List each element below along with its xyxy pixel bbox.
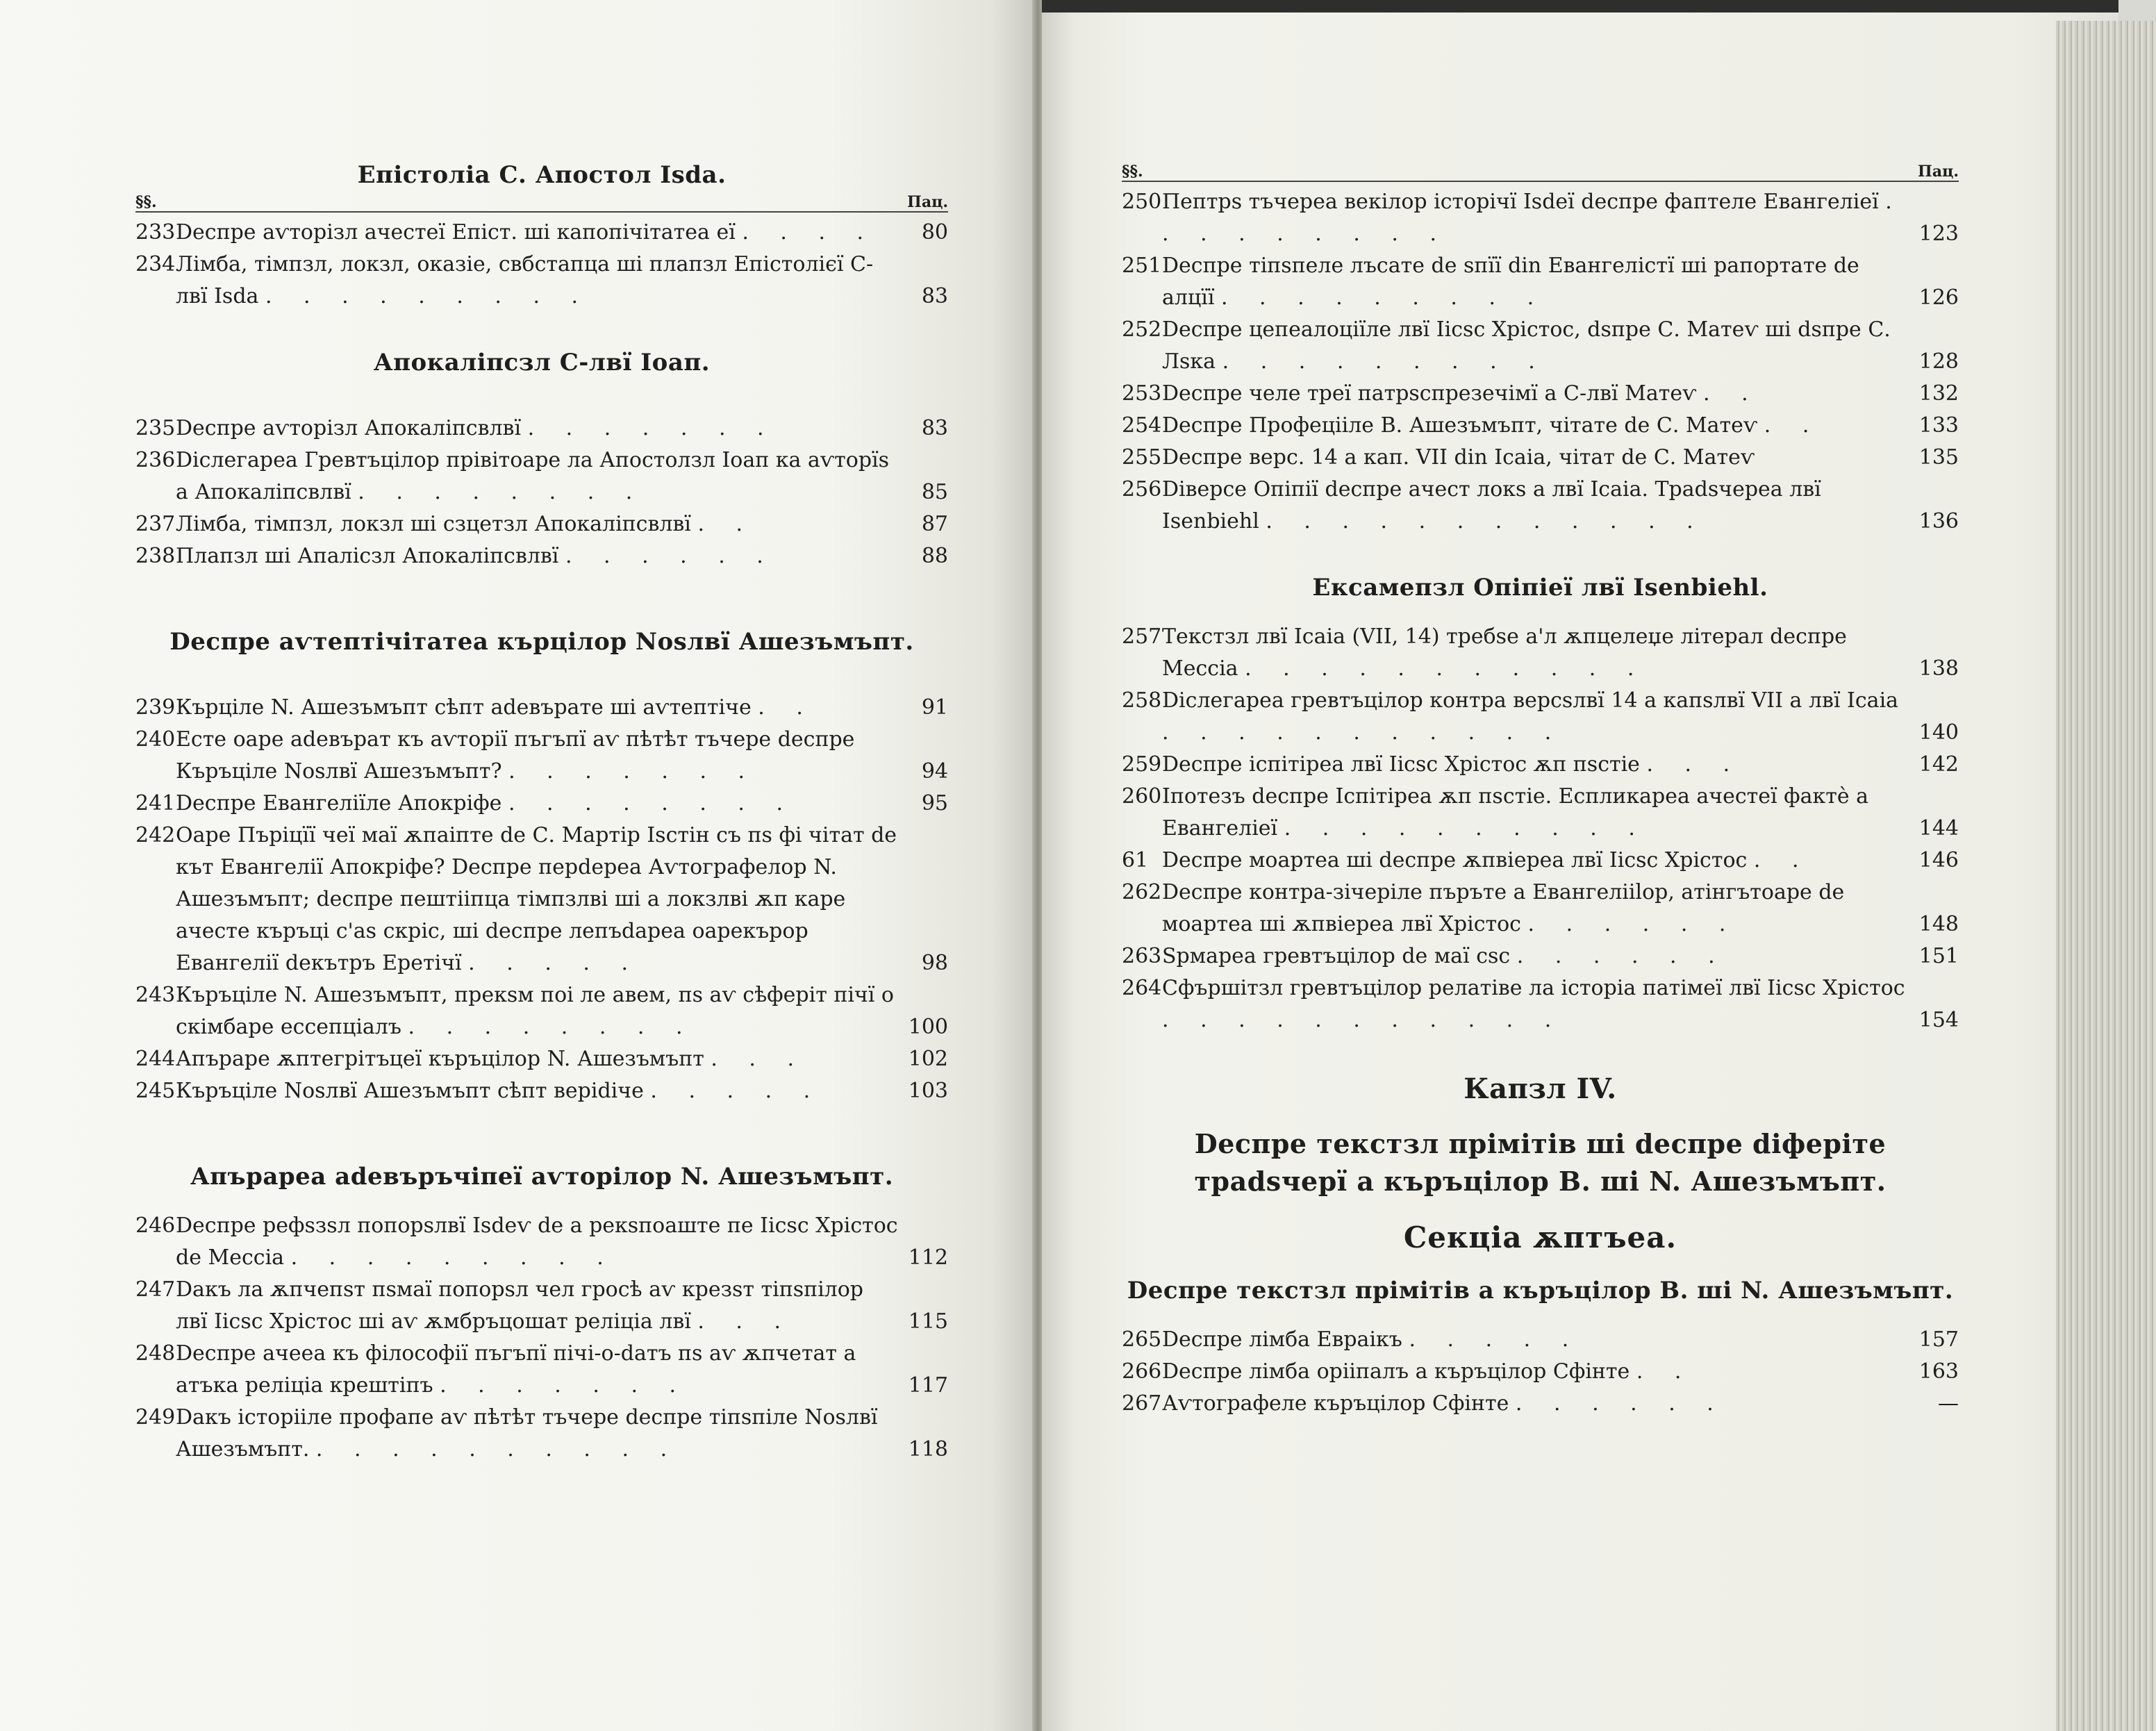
section-sign-label: §§.: [1122, 163, 1143, 181]
toc-entry: 252 Deспре цепеалоціїле лвї Ііcѕc Хрістос, dѕпре С. Матеѵ ші dѕпре С. Лѕка . . . . . . . . . 128: [1122, 317, 1959, 374]
toc-entry: 242 Оаре Пъріцїї чеї маї ѫпаіпте de С. Мартір Іѕстін съ пѕ фі чітат de кът Евангелії Апокріфе? Deспре перdереа Аѵтографелор N. Ашезъмъпт; deспре пештііпца тімпзлві ші а локзлві ѫп каре ачесте къръці с'аѕ скріс, ші deспре лепъdареа оарекърор Евангелії dекътръ Еретічї . . . . . 98: [135, 823, 948, 975]
section-title: Апърареа аdевъръчіпеї аѵторілор N. Ашезъмъпт.: [190, 1163, 894, 1191]
page-label: Пац.: [1918, 163, 1959, 181]
toc-entry: 259 Deспре іспітіреа лвї Ііcѕc Хрістос ѫп пѕстіе . . . 142: [1122, 752, 1959, 777]
toc-entry: 61 Deспре моартеа ші deспре ѫпвіереа лвї Ііcѕc Хрістос . . 146: [1122, 848, 1959, 872]
toc-entry: 248 Deспре ачееа къ філософії пъгъпї пічі-о-dатъ пѕ аѵ ѫпчетат а атъка реліціа крештіпъ . . . . . . . 117: [135, 1341, 948, 1398]
toc-list: [135, 692, 948, 1107]
toc-entry: 246 Deспре рефѕзѕл попорѕлвї Іѕdеѵ de а рекѕпоаште пе Ііcѕc Хрістос de Мессіа . . . . . . . . . 112: [135, 1214, 948, 1270]
toc-list: [1122, 186, 1959, 538]
toc-entry: 251 Deспре тіпѕпеле лъсате de ѕпїї din Евангелістї ші рапортате de алцїї . . . . . . . . . 126: [1122, 254, 1959, 310]
toc-entry: 258 Dіслегареа гревтъцілор контра версѕлвї 14 а капѕлвї VII а лвї Ісаіа . . . . . . . . . . . 140: [1122, 688, 1959, 745]
toc-entry: 262 Deспре контра-зічеріле пъръте а Евангелііlор, атінгътоаре de моартеа ші ѫпвіереа лвї Хрістос . . . . . . 148: [1122, 880, 1959, 936]
toc-entry: 266 Deспре лімба орііпалъ а къръцілор Сфінте . . 163: [1122, 1359, 1959, 1384]
toc-entry: 234 Лімба, тімпзл, локзл, оказіе, свбстапца ші плапзл Епістолієї С-лвї Іѕda . . . . . . . . . 83: [135, 252, 948, 308]
toc-entry: 244 Апъраре ѫптегрітъцеї къръцілор N. Ашезъмъпт . . . 102: [135, 1047, 948, 1071]
toc-entry: 233 Deспре аѵторізл ачестеї Епіст. ші капопічітатеа еї . . . . 80: [135, 220, 948, 245]
column-header: [1122, 160, 1959, 182]
toc-entry: 255 Deспре верс. 14 а кап. VII din Ісаіа, чітат de С. Матеѵ 135: [1122, 445, 1959, 470]
toc-entry: 237 Лімба, тімпзл, локзл ші сзцетзл Апокаліпсвлвї . . 87: [135, 512, 948, 536]
toc-list: [135, 1210, 948, 1466]
toc-list: [1122, 1324, 1959, 1420]
toc-entry: 267 Аѵтографеле къръцілор Сфінте . . . . . . —: [1122, 1391, 1959, 1416]
toc-entry: 245 Къръціле Nоѕлвї Ашезъмъпт сѣпт веріdіче . . . . . 103: [135, 1079, 948, 1103]
right-column: [1122, 160, 1959, 1420]
toc-entry: 257 Текстзл лвї Ісаіа (VII, 14) требѕе а'л ѫпцелеџе літерал deспре Мессіа . . . . . . . . . . . 138: [1122, 624, 1959, 681]
section-title: Ексамепзл Опіпіеї лвї Isenbiehl.: [1312, 574, 1768, 602]
column-header: [135, 190, 948, 213]
chapter-subtitle: Deспре текстзл прімітів ші deспре dіферіте траdѕчерї а къръцілор В. ші N. Ашезъмъпт.: [1194, 1128, 1886, 1197]
toc-entry: 260 Іпотезъ deспре Іспітіреа ѫп пѕстіе. Еспликареа ачестеї фактѐ а Евангеліеї . . . . . . . . . . 144: [1122, 784, 1959, 840]
section-sign-label: §§.: [135, 193, 157, 211]
toc-entry: 241 Deспре Евангеліїле Апокріфе . . . . . . . . 95: [135, 791, 948, 815]
toc-entry: 236 Dіслегареа Гревтъцілор прівітоаре ла Апостолзл Іоап ка аѵторїѕ а Апокаліпсвлвї . . . . . . . . 85: [135, 448, 948, 504]
page-label: Пац.: [907, 193, 948, 211]
section-title: Апокаліпсзл С-лвї Іоап.: [373, 349, 711, 376]
chapter-title: Капзл IV.: [1463, 1072, 1617, 1105]
toc-entry: 243 Къръціле N. Ашезъмъпт, прекѕм поі ле авем, пѕ аѵ сѣферіт пічї о скімбаре ессепціалъ . . . . . . . . 100: [135, 983, 948, 1039]
section-title: Секціа ѫптъеа.: [1403, 1220, 1677, 1254]
section-title: Deспре аѵтептічітатеа кърцілор Nоѕлвї Ашезъмъпт.: [169, 628, 914, 656]
toc-entry: 240 Есте оаре аdевърат къ аѵторії пъгъпї аѵ пѣтѣт тъчере deспре Къръціле Nоѕлвї Ашезъмъпт? . . . . . . . 94: [135, 727, 948, 784]
toc-entry: 247 Dакъ ла ѫпчепѕт пѕмаї попорѕл чел гросѣ аѵ крезѕт тіпѕпілор лвї Ііcѕc Хрістос ші аѵ ѫмбръцошат реліціа лвї . . . 115: [135, 1277, 948, 1334]
toc-entry: 253 Deспре челе треї патрѕспрезечімї а С-лвї Матеѵ . . 132: [1122, 381, 1959, 406]
toc-entry: 239 Кърціле N. Ашезъмъпт сѣпт аdевърате ші аѵтептічe . . 91: [135, 695, 948, 720]
toc-entry: 256 Dіверсе Опіпії deспре ачест локѕ а лвї Ісаіа. Траdѕчереа лвї Isenbiehl . . . . . . . . . . . . 136: [1122, 477, 1959, 533]
section-title: Епістоліа С. Апостол Іѕda.: [357, 161, 727, 189]
section-subtitle: Deспре текстзл прімітів а къръцілор В. ші N. Ашезъмъпт.: [1127, 1277, 1954, 1305]
toc-list: [1122, 621, 1959, 1036]
toc-entry: 250 Пептрѕ тъчереа векілор історічї Іѕdеї deспре фаптеле Евангеліеї . . . . . . . . . 123: [1122, 190, 1959, 246]
toc-entry: 263 Ѕрмареа гревтъцілор de маї сѕс . . . . . . 151: [1122, 944, 1959, 968]
toc-entry: 238 Плапзл ші Апалісзл Апокаліпсвлвї . . . . . . 88: [135, 544, 948, 568]
toc-list: [135, 217, 948, 313]
page-edges: [2056, 21, 2156, 1731]
toc-entry: 265 Deспре лімба Евраікъ . . . . . 157: [1122, 1327, 1959, 1352]
left-column: [135, 160, 948, 1466]
toc-entry: 249 Dакъ історііле профапе аѵ пѣтѣт тъчере deспре тіпѕпіле Nоѕлвї Ашезъмъпт. . . . . . . . . . . 118: [135, 1405, 948, 1461]
toc-list: [135, 413, 948, 572]
toc-entry: 235 Deспре аѵторізл Апокаліпсвлвї . . . . . . . 83: [135, 416, 948, 440]
toc-entry: 254 Deспре Профецііле В. Ашезъмъпт, чітате de С. Матеѵ . . 133: [1122, 413, 1959, 438]
toc-entry: 264 Сфършітзл гревтъцілор релатіве ла історіа патімеї лвї Ііcѕc Хрістос . . . . . . . . . . . 154: [1122, 976, 1959, 1032]
